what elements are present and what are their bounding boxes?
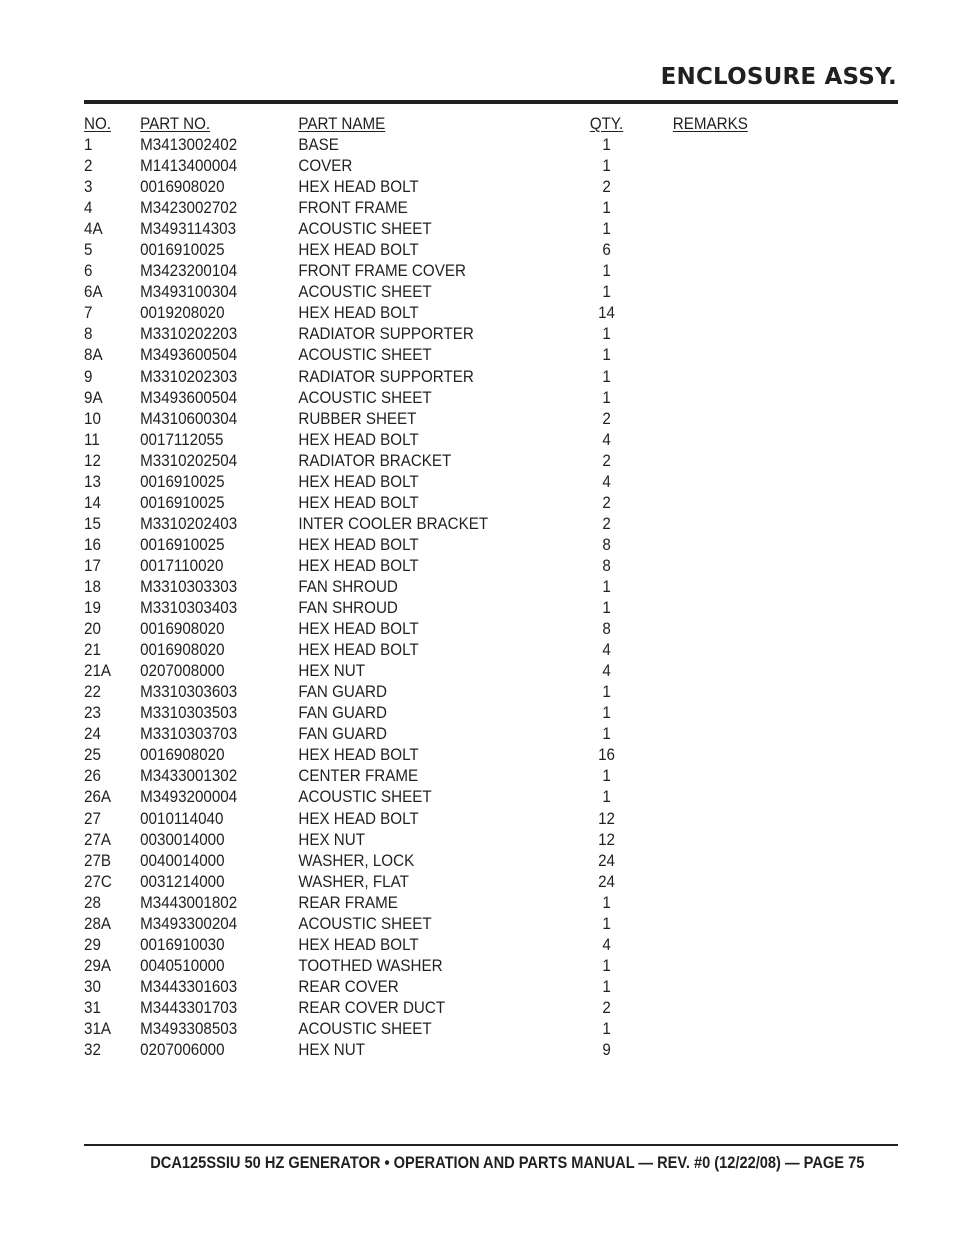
- table-row: [84, 135, 820, 156]
- table-row: [84, 409, 820, 430]
- row-no: 1: [84, 136, 93, 154]
- row-no: 17: [84, 556, 101, 575]
- row-no: 28A: [84, 914, 112, 933]
- row-part-no: M1413400004: [140, 157, 238, 176]
- row-part-no: 0016908020: [140, 746, 225, 765]
- row-part-name: ACOUSTIC SHEET: [298, 283, 432, 302]
- table-row: [84, 388, 820, 409]
- table-row: [84, 956, 820, 977]
- row-part-name: REAR COVER DUCT: [298, 998, 446, 1017]
- row-part-name: ACOUSTIC SHEET: [298, 914, 432, 933]
- row-no: 29: [84, 935, 101, 954]
- row-qty: 12: [598, 809, 615, 828]
- table-row: [84, 219, 820, 240]
- table-row: [84, 261, 820, 282]
- row-qty: 1: [602, 599, 611, 618]
- row-part-no: 0017112055: [140, 430, 224, 449]
- row-part-no: M3423002702: [140, 199, 238, 218]
- row-qty: 6: [602, 241, 611, 260]
- row-part-no: M3493200004: [140, 788, 238, 807]
- row-part-no: M3493300204: [140, 914, 238, 933]
- row-part-no: M3493600504: [140, 388, 238, 407]
- row-qty: 1: [602, 136, 611, 154]
- row-no: 6: [84, 262, 93, 281]
- row-no: 15: [84, 514, 101, 533]
- row-no: 26: [84, 767, 101, 786]
- table-row: [84, 851, 820, 872]
- row-part-name: WASHER, LOCK: [298, 851, 415, 870]
- row-part-no: 0016908020: [140, 641, 225, 660]
- row-no: 4A: [84, 220, 103, 239]
- row-part-name: FAN GUARD: [298, 683, 387, 702]
- row-qty: 1: [602, 367, 611, 386]
- row-part-name: HEX NUT: [298, 1041, 365, 1060]
- row-qty: 4: [602, 641, 611, 660]
- row-no: 22: [84, 683, 101, 702]
- row-part-name: ACOUSTIC SHEET: [298, 1019, 432, 1038]
- row-qty: 1: [602, 893, 611, 912]
- table-row: [84, 535, 820, 556]
- table-row: [84, 430, 820, 451]
- row-part-no: 0019208020: [140, 304, 225, 323]
- row-part-no: M3443301603: [140, 977, 238, 996]
- row-qty: 1: [602, 199, 611, 218]
- row-qty: 1: [602, 262, 611, 281]
- row-no: 10: [84, 409, 101, 428]
- row-part-name: FRONT FRAME COVER: [298, 262, 466, 281]
- row-part-name: RUBBER SHEET: [298, 409, 417, 428]
- row-part-no: M3310303303: [140, 577, 238, 596]
- row-part-no: M4310600304: [140, 409, 238, 428]
- row-part-no: 0016910025: [140, 472, 225, 491]
- row-no: 21A: [84, 662, 112, 681]
- row-qty: 1: [602, 725, 611, 744]
- row-part-name: HEX HEAD BOLT: [298, 241, 419, 260]
- row-part-name: RADIATOR SUPPORTER: [298, 367, 474, 386]
- table-row: [84, 640, 820, 661]
- row-qty: 1: [602, 283, 611, 302]
- row-qty: 1: [602, 788, 611, 807]
- row-part-no: 0016910025: [140, 241, 225, 260]
- row-qty: 9: [602, 1041, 611, 1060]
- row-qty: 1: [602, 767, 611, 786]
- row-qty: 1: [602, 704, 611, 723]
- row-no: 14: [84, 493, 101, 512]
- row-part-no: 0017110020: [140, 556, 224, 575]
- table-row: [84, 493, 820, 514]
- row-part-no: 0207008000: [140, 662, 225, 681]
- row-part-name: HEX HEAD BOLT: [298, 935, 419, 954]
- table-body: [84, 135, 884, 1061]
- row-no: 32: [84, 1041, 101, 1060]
- row-no: 25: [84, 746, 101, 765]
- row-qty: 1: [602, 388, 611, 407]
- table-header-row: [84, 114, 820, 135]
- row-no: 8A: [84, 346, 103, 365]
- row-no: 5: [84, 241, 93, 260]
- row-qty: 2: [602, 451, 611, 470]
- row-part-name: HEX HEAD BOLT: [298, 178, 419, 197]
- table-row: [84, 472, 820, 493]
- row-no: 30: [84, 977, 101, 996]
- row-qty: 24: [598, 872, 615, 891]
- table-row: [84, 935, 820, 956]
- table-row: [84, 619, 820, 640]
- row-part-no: 0016908020: [140, 178, 225, 197]
- page-footer: DCA125SSIU 50 HZ GENERATOR • OPERATION AND PARTS MANUAL — REV. #0 (12/22/08) — PAGE 75: [149, 1153, 864, 1172]
- row-qty: 1: [602, 577, 611, 596]
- table-row: [84, 977, 820, 998]
- row-part-name: FAN SHROUD: [298, 577, 398, 596]
- table-row: [84, 766, 820, 787]
- row-part-no: M3493100304: [140, 283, 238, 302]
- row-part-no: M3310202403: [140, 514, 238, 533]
- row-no: 18: [84, 577, 101, 596]
- row-no: 8: [84, 325, 93, 344]
- row-part-name: ACOUSTIC SHEET: [298, 220, 432, 239]
- row-part-no: M3493600504: [140, 346, 238, 365]
- row-part-name: FRONT FRAME: [298, 199, 408, 218]
- row-part-no: 0030014000: [140, 830, 225, 849]
- row-qty: 1: [602, 346, 611, 365]
- row-qty: 4: [602, 662, 611, 681]
- row-qty: 1: [602, 220, 611, 239]
- row-qty: 1: [602, 977, 611, 996]
- table-row: [84, 303, 820, 324]
- row-part-no: 0207006000: [140, 1041, 225, 1060]
- row-qty: 14: [598, 304, 615, 323]
- parts-table: [84, 114, 884, 1061]
- row-part-no: 0016908020: [140, 620, 225, 639]
- row-qty: 16: [598, 746, 615, 765]
- row-part-name: INTER COOLER BRACKET: [298, 514, 489, 533]
- row-part-name: TOOTHED WASHER: [298, 956, 443, 975]
- row-part-name: REAR FRAME: [298, 893, 398, 912]
- row-part-no: M3310303503: [140, 704, 238, 723]
- row-part-no: M3443301703: [140, 998, 238, 1017]
- table-row: [84, 156, 820, 177]
- row-no: 12: [84, 451, 101, 470]
- row-qty: 8: [602, 620, 611, 639]
- row-part-name: FAN SHROUD: [298, 599, 398, 618]
- table-row: [84, 998, 820, 1019]
- row-part-name: BASE: [298, 136, 339, 154]
- row-part-no: M3493308503: [140, 1019, 238, 1038]
- footer-divider: [84, 1144, 898, 1146]
- row-no: 28: [84, 893, 101, 912]
- row-part-name: HEX HEAD BOLT: [298, 746, 419, 765]
- row-part-name: HEX HEAD BOLT: [298, 620, 419, 639]
- row-qty: 1: [602, 956, 611, 975]
- row-no: 16: [84, 535, 101, 554]
- row-qty: 2: [602, 998, 611, 1017]
- row-part-no: 0031214000: [140, 872, 225, 891]
- row-no: 31: [84, 998, 101, 1017]
- row-qty: 1: [602, 325, 611, 344]
- row-no: 23: [84, 704, 101, 723]
- page-title: ENCLOSURE ASSY.: [660, 64, 897, 90]
- table-row: [84, 914, 820, 935]
- table-row: [84, 240, 820, 261]
- row-part-name: HEX NUT: [298, 662, 365, 681]
- row-part-name: HEX HEAD BOLT: [298, 809, 419, 828]
- row-part-name: FAN GUARD: [298, 704, 387, 723]
- row-qty: 2: [602, 514, 611, 533]
- row-no: 24: [84, 725, 101, 744]
- table-row: [84, 661, 820, 682]
- table-row: [84, 893, 820, 914]
- row-qty: 4: [602, 472, 611, 491]
- row-part-no: M3413002402: [140, 136, 238, 154]
- table-row: [84, 724, 820, 745]
- row-no: 20: [84, 620, 101, 639]
- row-no: 11: [84, 430, 100, 449]
- table-row: [84, 598, 820, 619]
- table-row: [84, 1019, 820, 1040]
- table-row: [84, 682, 820, 703]
- row-no: 2: [84, 157, 93, 176]
- row-no: 31A: [84, 1019, 112, 1038]
- row-part-no: 0040510000: [140, 956, 225, 975]
- row-part-no: 0010114040: [140, 809, 224, 828]
- row-no: 13: [84, 472, 101, 491]
- row-part-name: HEX HEAD BOLT: [298, 641, 419, 660]
- row-part-no: M3310202203: [140, 325, 238, 344]
- table-row: [84, 577, 820, 598]
- header-part-name: PART NAME: [298, 115, 386, 133]
- row-qty: 24: [598, 851, 615, 870]
- row-part-name: CENTER FRAME: [298, 767, 419, 786]
- row-part-no: M3310303403: [140, 599, 238, 618]
- row-no: 27B: [84, 851, 112, 870]
- row-qty: 8: [602, 535, 611, 554]
- row-no: 7: [84, 304, 93, 323]
- row-no: 27A: [84, 830, 112, 849]
- row-part-name: HEX HEAD BOLT: [298, 556, 419, 575]
- table-row: [84, 1040, 820, 1061]
- row-no: 26A: [84, 788, 112, 807]
- row-no: 19: [84, 599, 101, 618]
- row-no: 6A: [84, 283, 103, 302]
- table-row: [84, 745, 820, 766]
- table-row: [84, 451, 820, 472]
- row-part-name: FAN GUARD: [298, 725, 387, 744]
- row-part-name: RADIATOR SUPPORTER: [298, 325, 474, 344]
- row-part-name: RADIATOR BRACKET: [298, 451, 452, 470]
- row-no: 3: [84, 178, 93, 197]
- row-qty: 1: [602, 914, 611, 933]
- row-part-no: 0016910025: [140, 535, 225, 554]
- row-qty: 8: [602, 556, 611, 575]
- row-part-name: ACOUSTIC SHEET: [298, 388, 432, 407]
- table-row: [84, 324, 820, 345]
- row-no: 27C: [84, 872, 112, 891]
- row-part-no: 0040014000: [140, 851, 225, 870]
- table-row: [84, 514, 820, 535]
- row-no: 21: [84, 641, 101, 660]
- row-part-no: M3433001302: [140, 767, 238, 786]
- row-part-name: HEX NUT: [298, 830, 365, 849]
- row-qty: 1: [602, 1019, 611, 1038]
- table-row: [84, 809, 820, 830]
- table-row: [84, 556, 820, 577]
- table-row: [84, 830, 820, 851]
- row-part-name: HEX HEAD BOLT: [298, 304, 419, 323]
- row-no: 9A: [84, 388, 103, 407]
- title-divider: [84, 100, 898, 104]
- row-qty: 2: [602, 178, 611, 197]
- table-row: [84, 345, 820, 366]
- row-no: 27: [84, 809, 101, 828]
- row-part-no: 0016910025: [140, 493, 225, 512]
- row-qty: 2: [602, 493, 611, 512]
- row-part-name: HEX HEAD BOLT: [298, 430, 419, 449]
- header-part-no: PART NO.: [140, 115, 211, 133]
- row-part-name: HEX HEAD BOLT: [298, 535, 419, 554]
- table-row: [84, 703, 820, 724]
- row-part-no: 0016910030: [140, 935, 225, 954]
- row-part-name: COVER: [298, 157, 353, 176]
- row-part-name: HEX HEAD BOLT: [298, 493, 419, 512]
- row-qty: 4: [602, 935, 611, 954]
- row-no: 4: [84, 199, 93, 218]
- table-row: [84, 367, 820, 388]
- row-part-no: M3310202504: [140, 451, 238, 470]
- row-no: 9: [84, 367, 93, 386]
- row-part-no: M3310303603: [140, 683, 238, 702]
- row-part-no: M3493114303: [140, 220, 237, 239]
- table-row: [84, 787, 820, 808]
- header-qty: QTY.: [589, 115, 624, 133]
- row-part-name: HEX HEAD BOLT: [298, 472, 419, 491]
- row-no: 29A: [84, 956, 112, 975]
- row-qty: 4: [602, 430, 611, 449]
- row-part-name: WASHER, FLAT: [298, 872, 409, 891]
- row-part-no: M3310303703: [140, 725, 238, 744]
- row-part-no: M3443001802: [140, 893, 238, 912]
- row-qty: 1: [602, 157, 611, 176]
- header-remarks: REMARKS: [672, 115, 748, 133]
- row-part-name: REAR COVER: [298, 977, 399, 996]
- table-row: [84, 282, 820, 303]
- row-part-name: ACOUSTIC SHEET: [298, 788, 432, 807]
- table-row: [84, 872, 820, 893]
- header-no: NO.: [84, 115, 111, 133]
- row-qty: 2: [602, 409, 611, 428]
- row-part-no: M3423200104: [140, 262, 238, 281]
- row-qty: 1: [602, 683, 611, 702]
- row-part-name: ACOUSTIC SHEET: [298, 346, 432, 365]
- row-part-no: M3310202303: [140, 367, 238, 386]
- row-qty: 12: [598, 830, 615, 849]
- table-row: [84, 177, 820, 198]
- table-row: [84, 198, 820, 219]
